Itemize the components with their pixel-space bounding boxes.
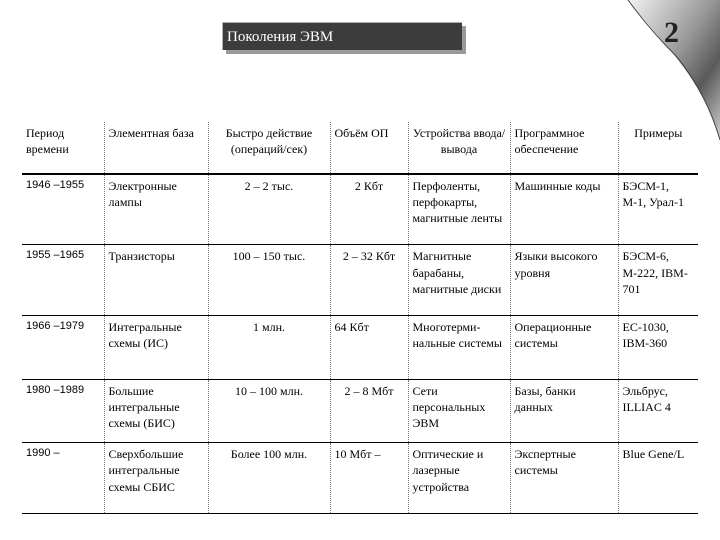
cell-io-devices: Оптические и лазерные устройства — [408, 443, 510, 514]
cell-element-base: Интегральные схемы (ИС) — [104, 316, 208, 380]
column-header-period: Период времени — [22, 122, 104, 174]
cell-element-base: Большие интегральные схемы (БИС) — [104, 379, 208, 443]
cell-software: Экспертные системы — [510, 443, 618, 514]
cell-period: 1990 – — [22, 443, 104, 514]
cell-memory: 64 Кбт — [330, 316, 408, 380]
cell-io-devices: Сети персональных ЭВМ — [408, 379, 510, 443]
cell-examples: ЕС-1030, IBM-360 — [618, 316, 698, 380]
cell-memory: 2 – 32 Кбт — [330, 245, 408, 316]
table-row — [22, 443, 698, 514]
cell-speed: 2 – 2 тыс. — [208, 174, 330, 245]
cell-software: Машинные коды — [510, 174, 618, 245]
table-row — [22, 379, 698, 443]
cell-software: Операционные системы — [510, 316, 618, 380]
cell-period: 1946 –1955 — [22, 174, 104, 245]
column-header-element-base: Элементная база — [104, 122, 208, 174]
cell-period: 1955 –1965 — [22, 245, 104, 316]
column-header-io-devices: Устройства ввода/вывода — [408, 122, 510, 174]
cell-element-base: Сверхбольшие интегральные схемы СБИС — [104, 443, 208, 514]
cell-software: Базы, банки данных — [510, 379, 618, 443]
column-header-software: Программное обеспечение — [510, 122, 618, 174]
table-row — [22, 316, 698, 380]
cell-io-devices: Магнитные барабаны, магнитные диски — [408, 245, 510, 316]
cell-examples: Blue Gene/L — [618, 443, 698, 514]
page-title: Поколения ЭВМ — [222, 22, 462, 50]
column-header-memory: Объём ОП — [330, 122, 408, 174]
cell-speed: 10 – 100 млн. — [208, 379, 330, 443]
cell-memory: 2 – 8 Мбт — [330, 379, 408, 443]
cell-element-base: Транзисторы — [104, 245, 208, 316]
cell-io-devices: Многотерми-нальные системы — [408, 316, 510, 380]
cell-period: 1980 –1989 — [22, 379, 104, 443]
cell-examples: БЭСМ-6, М-222, IBM-701 — [618, 245, 698, 316]
slide-number: 2 — [664, 16, 679, 49]
cell-speed: 1 млн. — [208, 316, 330, 380]
cell-memory: 10 Мбт – — [330, 443, 408, 514]
cell-speed: Более 100 млн. — [208, 443, 330, 514]
column-header-speed: Быстро действие (операций/сек) — [208, 122, 330, 174]
generations-table — [22, 122, 698, 514]
cell-software: Языки высокого уровня — [510, 245, 618, 316]
cell-element-base: Электронные лампы — [104, 174, 208, 245]
cell-memory: 2 Кбт — [330, 174, 408, 245]
cell-io-devices: Перфоленты, перфокарты, магнитные ленты — [408, 174, 510, 245]
cell-speed: 100 – 150 тыс. — [208, 245, 330, 316]
column-header-examples: Примеры — [618, 122, 698, 174]
cell-examples: Эльбрус, ILLIAC 4 — [618, 379, 698, 443]
cell-examples: БЭСМ-1, М-1, Урал-1 — [618, 174, 698, 245]
table-header-row — [22, 122, 698, 174]
cell-period: 1966 –1979 — [22, 316, 104, 380]
table-row — [22, 245, 698, 316]
table-row — [22, 174, 698, 245]
